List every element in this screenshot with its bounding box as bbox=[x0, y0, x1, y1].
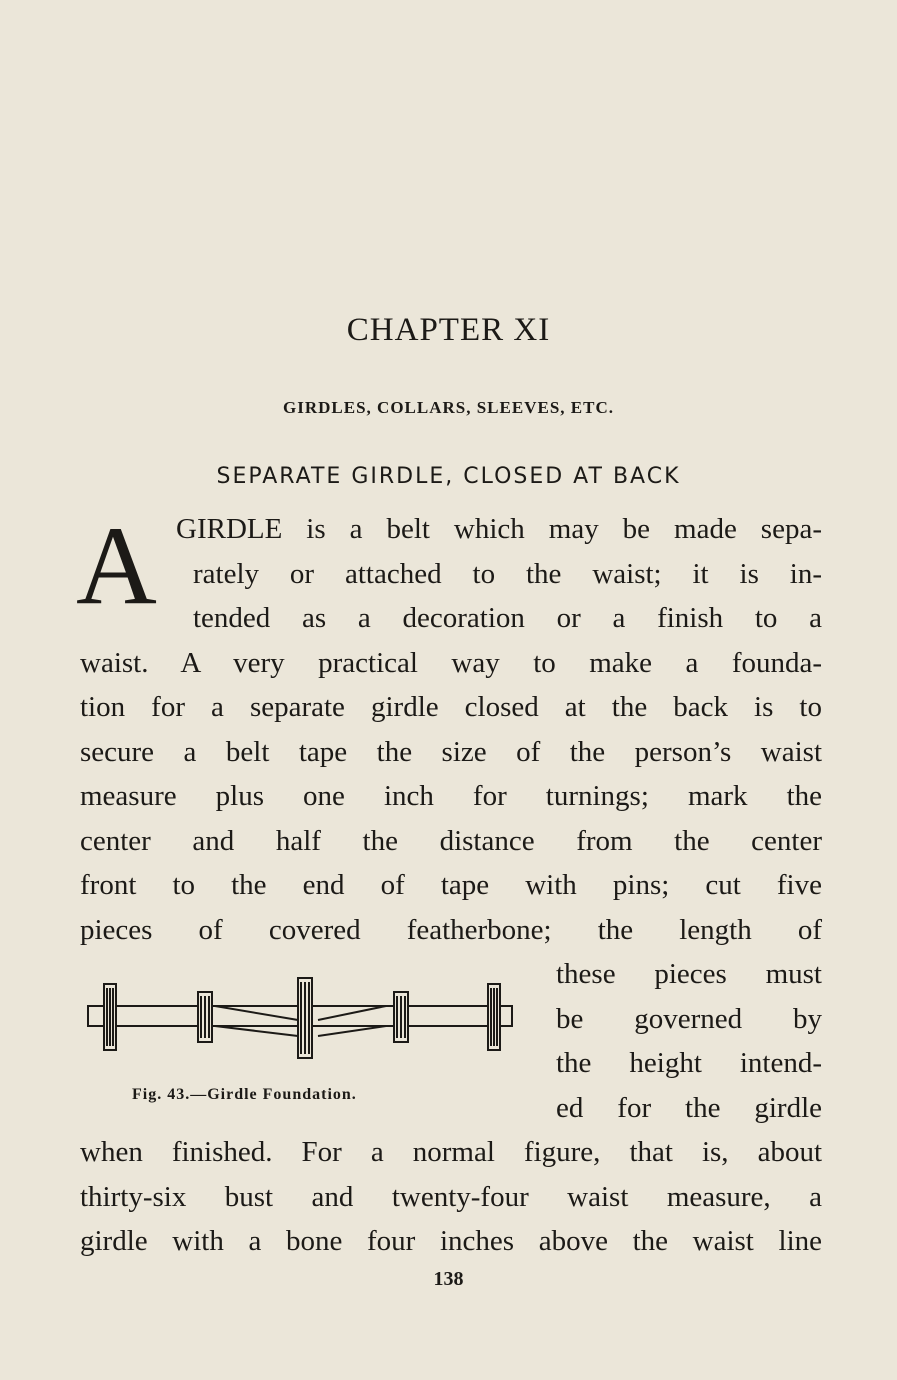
bone-left-end bbox=[104, 984, 116, 1050]
body-line-4: waist. A very practical way to make a founda- bbox=[80, 647, 822, 679]
body-line-3: tended as a decoration or a finish to a bbox=[193, 602, 822, 634]
body-line-10: pieces of covered featherbone; the length of bbox=[80, 914, 822, 946]
body-line-12: be governed by bbox=[556, 1003, 822, 1035]
body-line-7: measure plus one inch for turnings; mark the bbox=[80, 780, 822, 812]
body-line-14: ed for the girdle bbox=[556, 1092, 822, 1124]
section-heading: SEPARATE GIRDLE, CLOSED AT BACK bbox=[216, 464, 681, 489]
page-number: 138 bbox=[433, 1268, 464, 1290]
body-line-9: front to the end of tape with pins; cut five bbox=[80, 869, 822, 901]
bone-center bbox=[298, 978, 312, 1058]
drop-cap: A bbox=[76, 504, 157, 628]
body-line-16: thirty-six bust and twenty-four waist measure, a bbox=[80, 1181, 822, 1213]
chapter-title: CHAPTER XI bbox=[346, 312, 551, 348]
bone-right-mid bbox=[394, 992, 408, 1042]
body-line-13: the height intend- bbox=[556, 1047, 822, 1079]
chapter-subtitle: GIRDLES, COLLARS, SLEEVES, ETC. bbox=[283, 398, 614, 417]
body-line-6: secure a belt tape the size of the person’s waist bbox=[80, 736, 822, 768]
body-line-11: these pieces must bbox=[556, 958, 822, 990]
body-line-2: rately or attached to the waist; it is in- bbox=[193, 558, 822, 590]
body-line-5: tion for a separate girdle closed at the back is to bbox=[80, 691, 822, 723]
body-line-15: when finished. For a normal figure, that is, about bbox=[80, 1136, 822, 1168]
body-line-8: center and half the distance from the center bbox=[80, 825, 822, 857]
girdle-foundation-figure bbox=[80, 970, 520, 1060]
bone-left-mid bbox=[198, 992, 212, 1042]
bone-right-end bbox=[488, 984, 500, 1050]
body-line-1: GIRDLE is a belt which may be made sepa- bbox=[176, 513, 822, 545]
body-line-17: girdle with a bone four inches above the waist line bbox=[80, 1225, 822, 1257]
figure-caption: Fig. 43.—Girdle Foundation. bbox=[132, 1086, 357, 1103]
